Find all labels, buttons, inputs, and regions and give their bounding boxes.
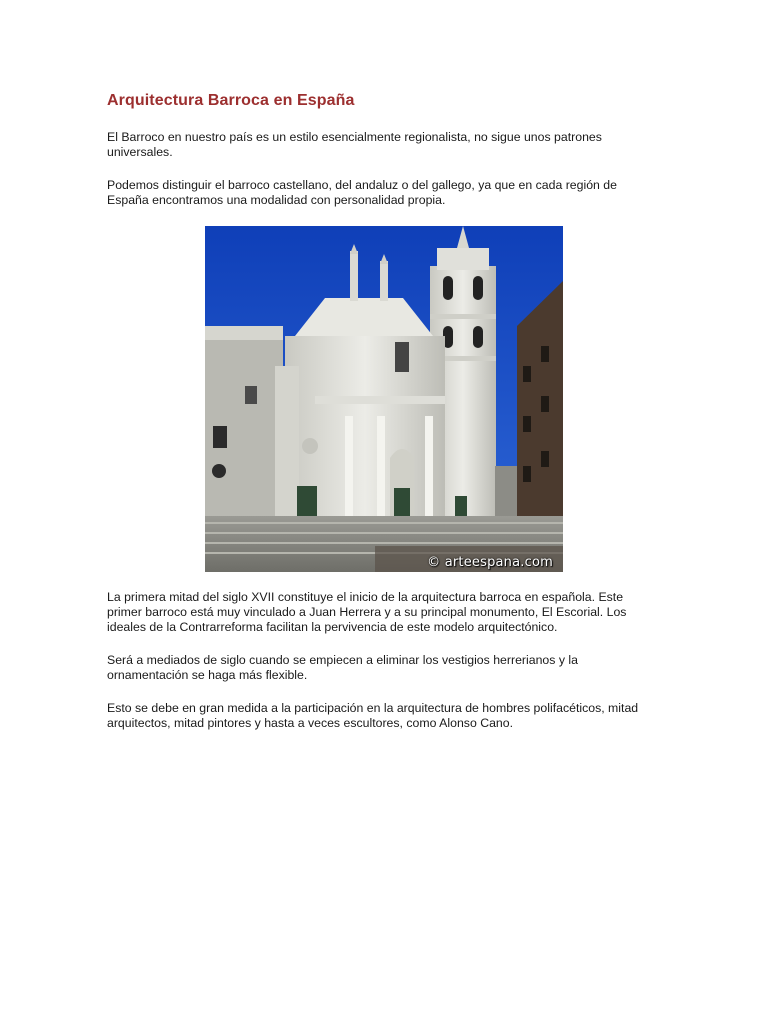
- page-title: Arquitectura Barroca en España: [107, 92, 355, 109]
- paragraph-regional-styles: Podemos distinguir el barroco castellano, del andaluz o del gallego, ya que en cada región de España encontramos una modalidad con personalidad propia.: [107, 177, 617, 208]
- image-watermark: © arteespana.com: [427, 554, 553, 570]
- paragraph-early-baroque: La primera mitad del siglo XVII constituye el inicio de la arquitectura barroca en española. Este primer barroco está muy vinculado a Juan Herrera y a su principal monumento, El Escorial. Los ideales de la Contrarreforma facilitan la pervivencia de este modelo arquitectónico.: [107, 589, 627, 635]
- paragraph-regionalism: El Barroco en nuestro país es un estilo esencialmente regionalista, no sigue unos patrones universales.: [107, 130, 602, 160]
- cathedral-illustration: [205, 226, 563, 572]
- document-page: [107, 88, 655, 748]
- cathedral-photo: [205, 226, 563, 572]
- paragraph-polymaths: Esto se debe en gran medida a la participación en la arquitectura de hombres polifacéticos, mitad arquitectos, mitad pintores y hasta a veces escultores, como Alonso Cano.: [107, 700, 639, 731]
- paragraph-ornamentation: Será a mediados de siglo cuando se empiecen a eliminar los vestigios herrerianos y la ornamentación se haga más flexible.: [107, 652, 578, 683]
